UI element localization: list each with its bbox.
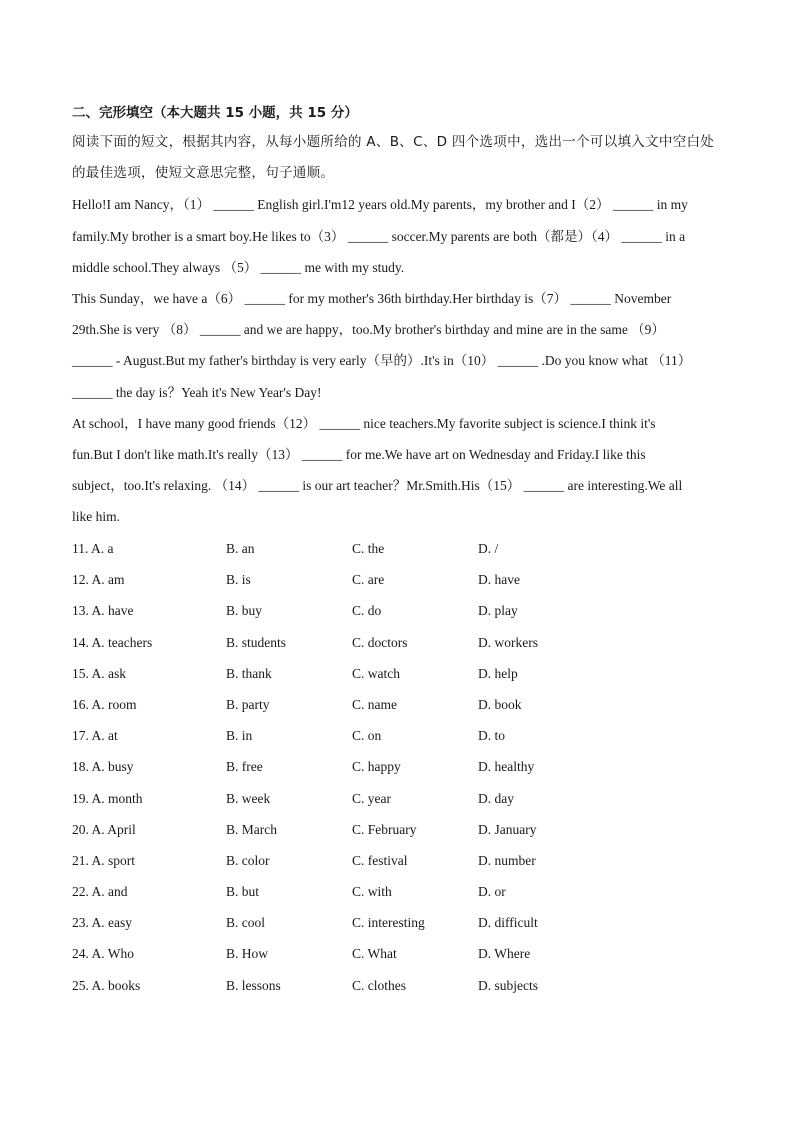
question-row — [72, 595, 722, 626]
option-a: 24. A. Who — [72, 946, 135, 962]
option-b: B. is — [226, 572, 251, 588]
passage-line: fun.But I don't like math.It's really（13） ______ for me.We have art on Wednesday and Friday.I like this — [72, 446, 646, 462]
instructions — [72, 127, 722, 189]
option-d: D. difficult — [478, 915, 538, 931]
option-c: C. the — [352, 541, 385, 556]
question-row — [72, 658, 722, 689]
option-b: B. party — [226, 696, 270, 712]
option-b: B. lessons — [226, 977, 281, 993]
question-row — [72, 627, 722, 658]
option-d: D. to — [478, 728, 505, 744]
passage-line: like him. — [72, 509, 120, 525]
option-b: B. How — [226, 946, 269, 962]
option-b: B. cool — [226, 915, 265, 931]
option-a: 13. A. have — [72, 603, 134, 619]
question-row — [72, 564, 722, 595]
passage-line: subject，too.It's relaxing. （14） ______ is our art teacher？Mr.Smith.His（15） ______ are interesting.We all — [72, 478, 683, 494]
option-d: D. have — [478, 572, 520, 588]
passage-line: middle school.They always （5） ______ me with my study. — [72, 259, 405, 275]
option-d: D. Where — [478, 946, 531, 962]
question-row — [72, 783, 722, 814]
option-d: D. January — [478, 821, 537, 837]
option-d: D. help — [478, 665, 518, 681]
option-c: C. What — [352, 946, 397, 962]
option-b: B. thank — [226, 665, 272, 681]
exam-page — [72, 103, 722, 532]
option-d: D. day — [478, 790, 514, 806]
question-row — [72, 720, 722, 751]
option-d: D. book — [478, 696, 522, 712]
instruction-line: 的最佳选项，使短文意思完整，句子通顺。 — [72, 165, 335, 182]
question-row — [72, 907, 722, 938]
option-c: C. year — [352, 790, 391, 806]
question-options — [72, 533, 722, 1001]
option-b: B. buy — [226, 603, 263, 619]
option-b: B. students — [226, 634, 287, 650]
option-c: C. February — [352, 821, 417, 837]
passage-line: Hello!I am Nancy，（1） ______ English girl.I'm12 years old.My parents，my brother and I（2） ______ in my — [72, 197, 688, 213]
option-c: C. interesting — [352, 915, 425, 931]
option-d: D. play — [478, 603, 518, 619]
option-d: D. / — [478, 541, 499, 556]
option-a: 12. A. am — [72, 572, 125, 588]
option-b: B. in — [226, 728, 253, 744]
option-a: 14. A. teachers — [72, 634, 153, 650]
option-d: D. number — [478, 852, 536, 868]
question-row — [72, 689, 722, 720]
option-b: B. but — [226, 884, 260, 900]
instruction-line: 阅读下面的短文，根据其内容，从每小题所给的 A、B、C、D 四个选项中，选出一个可以填入文中空白处 — [72, 134, 715, 150]
option-a: 18. A. busy — [72, 759, 134, 775]
option-b: B. March — [226, 821, 277, 837]
passage-line: At school，I have many good friends（12） ______ nice teachers.My favorite subject is science.I think it's — [72, 415, 656, 431]
option-a: 23. A. easy — [72, 915, 132, 931]
option-a: 20. A. April — [72, 821, 136, 837]
option-c: C. with — [352, 884, 392, 900]
cloze-passage — [72, 189, 722, 532]
option-c: C. are — [352, 572, 385, 588]
option-a: 22. A. and — [72, 884, 128, 900]
option-d: D. or — [478, 884, 506, 900]
option-c: C. name — [352, 696, 397, 712]
option-a: 25. A. books — [72, 977, 141, 993]
option-a: 16. A. room — [72, 696, 137, 712]
option-c: C. festival — [352, 852, 408, 868]
option-d: D. healthy — [478, 759, 535, 775]
option-a: 19. A. month — [72, 790, 143, 806]
option-d: D. workers — [478, 634, 538, 650]
option-c: C. watch — [352, 665, 400, 681]
option-a: 11. A. a — [72, 541, 114, 556]
question-row — [72, 970, 722, 1001]
section-title: 二、完形填空（本大题共 15 小题，共 15 分） — [72, 105, 358, 121]
passage-line: family.My brother is a smart boy.He likes to（3） ______ soccer.My parents are both（都是）（4） ______ in a — [72, 228, 686, 244]
option-a: 15. A. ask — [72, 665, 126, 681]
question-row — [72, 751, 722, 782]
question-row — [72, 938, 722, 969]
passage-line: 29th.She is very （8） ______ and we are happy，too.My brother's birthday and mine are in the same （9） — [72, 322, 665, 338]
question-row — [72, 533, 722, 564]
option-a: 17. A. at — [72, 728, 118, 744]
question-row — [72, 845, 722, 876]
passage-line: This Sunday，we have a（6） ______ for my mother's 36th birthday.Her birthday is（7） ______ November — [72, 290, 672, 306]
option-b: B. week — [226, 790, 271, 806]
option-b: B. free — [226, 759, 263, 775]
option-b: B. color — [226, 852, 270, 868]
option-a: 21. A. sport — [72, 852, 136, 868]
passage-line: ______ the day is？Yeah it's New Year's Day! — [72, 384, 322, 400]
option-c: C. doctors — [352, 634, 408, 650]
option-c: C. clothes — [352, 977, 406, 993]
option-d: D. subjects — [478, 977, 538, 993]
option-b: B. an — [226, 541, 255, 556]
question-row — [72, 876, 722, 907]
option-c: C. do — [352, 603, 382, 619]
question-row — [72, 814, 722, 845]
option-c: C. on — [352, 728, 382, 744]
passage-line: ______ - August.But my father's birthday is very early（早的）.It's in（10） ______ .Do you know what （11） — [72, 353, 692, 369]
option-c: C. happy — [352, 759, 401, 775]
